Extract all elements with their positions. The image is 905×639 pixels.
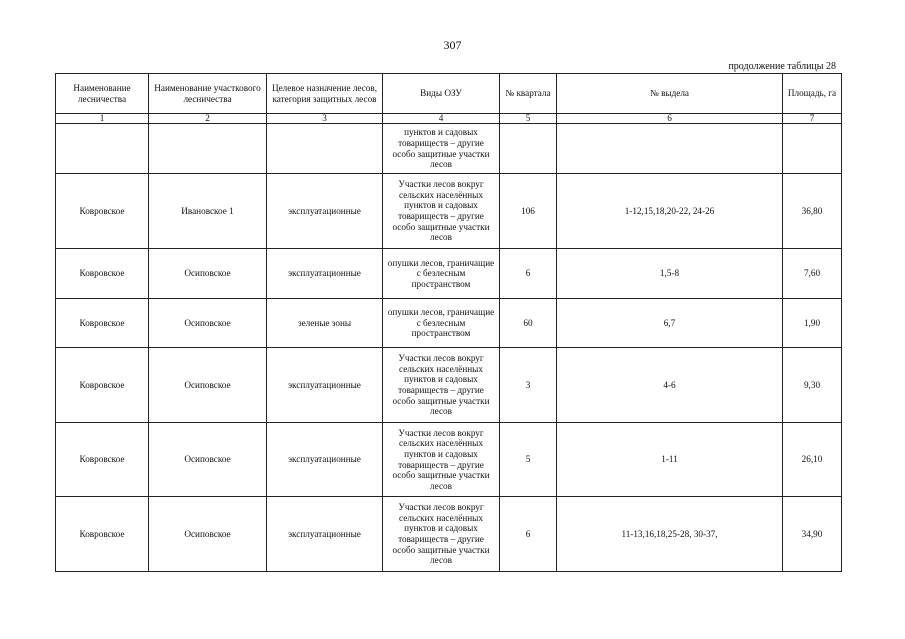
cell-area: 34,90: [783, 497, 842, 572]
table-row: [56, 249, 842, 299]
column-number: 4: [383, 114, 500, 124]
cell-area: 36,80: [783, 174, 842, 249]
cell-purpose: [267, 124, 383, 174]
header-district: Наименование участкового лесничества: [149, 74, 267, 114]
cell-quarter: 5: [500, 423, 557, 497]
cell-quarter: 60: [500, 299, 557, 348]
column-number: 2: [149, 114, 267, 124]
cell-plots: 11-13,16,18,25-28, 30-37,: [557, 497, 783, 572]
cell-purpose: эксплуатационные: [267, 174, 383, 249]
cell-quarter: 6: [500, 249, 557, 299]
cell-district: Осиповское: [149, 497, 267, 572]
cell-district: Осиповское: [149, 249, 267, 299]
cell-area: 9,30: [783, 348, 842, 423]
cell-district: Осиповское: [149, 299, 267, 348]
cell-purpose: зеленые зоны: [267, 299, 383, 348]
table-row: [56, 174, 842, 249]
header-plots: № выдела: [557, 74, 783, 114]
cell-purpose: эксплуатационные: [267, 348, 383, 423]
cell-district: Осиповское: [149, 348, 267, 423]
cell-ozu: Участки лесов вокруг сельских населённых пунктов и садовых товариществ – другие особо защитные участки лесов: [383, 423, 500, 497]
column-number: 7: [783, 114, 842, 124]
header-ozu: Виды ОЗУ: [383, 74, 500, 114]
cell-plots: 4-6: [557, 348, 783, 423]
table-row: [56, 497, 842, 572]
cell-quarter: 106: [500, 174, 557, 249]
cell-district: [149, 124, 267, 174]
table-header: [56, 74, 842, 124]
header-purpose: Целевое назначение лесов, категория защитных лесов: [267, 74, 383, 114]
cell-quarter: 6: [500, 497, 557, 572]
cell-ozu: пунктов и садовых товариществ – другие особо защитные участки лесов: [383, 124, 500, 174]
cell-district: Осиповское: [149, 423, 267, 497]
cell-ozu: Участки лесов вокруг сельских населённых пунктов и садовых товариществ – другие особо защитные участки лесов: [383, 497, 500, 572]
cell-ozu: Участки лесов вокруг сельских населённых пунктов и садовых товариществ – другие особо защитные участки лесов: [383, 174, 500, 249]
cell-plots: [557, 124, 783, 174]
cell-plots: 1-11: [557, 423, 783, 497]
header-quarter: № квартала: [500, 74, 557, 114]
header-forestry: Наименование лесничества: [56, 74, 149, 114]
column-number: 3: [267, 114, 383, 124]
table-continuation-label: продолжение таблицы 28: [728, 61, 836, 72]
column-number: 1: [56, 114, 149, 124]
table-row: [56, 124, 842, 174]
table-body: [56, 124, 842, 572]
header-area: Площадь, га: [783, 74, 842, 114]
cell-quarter: 3: [500, 348, 557, 423]
column-number-row: [56, 114, 842, 124]
cell-plots: 1,5-8: [557, 249, 783, 299]
cell-forestry: Ковровское: [56, 348, 149, 423]
table-row: [56, 348, 842, 423]
header-row: [56, 74, 842, 114]
cell-forestry: [56, 124, 149, 174]
cell-area: 7,60: [783, 249, 842, 299]
cell-ozu: опушки лесов, граничащие с безлесным пространством: [383, 299, 500, 348]
column-number: 6: [557, 114, 783, 124]
cell-area: 26,10: [783, 423, 842, 497]
cell-forestry: Ковровское: [56, 423, 149, 497]
cell-purpose: эксплуатационные: [267, 423, 383, 497]
cell-forestry: Ковровское: [56, 249, 149, 299]
cell-plots: 1-12,15,18,20-22, 24-26: [557, 174, 783, 249]
cell-district: Ивановское 1: [149, 174, 267, 249]
cell-quarter: [500, 124, 557, 174]
cell-plots: 6,7: [557, 299, 783, 348]
table-row: [56, 423, 842, 497]
cell-area: 1,90: [783, 299, 842, 348]
cell-forestry: Ковровское: [56, 174, 149, 249]
column-number: 5: [500, 114, 557, 124]
cell-forestry: Ковровское: [56, 497, 149, 572]
cell-purpose: эксплуатационные: [267, 497, 383, 572]
cell-forestry: Ковровское: [56, 299, 149, 348]
forest-table: [55, 73, 842, 572]
page-number: 307: [443, 38, 462, 52]
cell-ozu: Участки лесов вокруг сельских населённых пунктов и садовых товариществ – другие особо защитные участки лесов: [383, 348, 500, 423]
cell-ozu: опушки лесов, граничащие с безлесным пространством: [383, 249, 500, 299]
table-row: [56, 299, 842, 348]
cell-area: [783, 124, 842, 174]
cell-purpose: эксплуатационные: [267, 249, 383, 299]
